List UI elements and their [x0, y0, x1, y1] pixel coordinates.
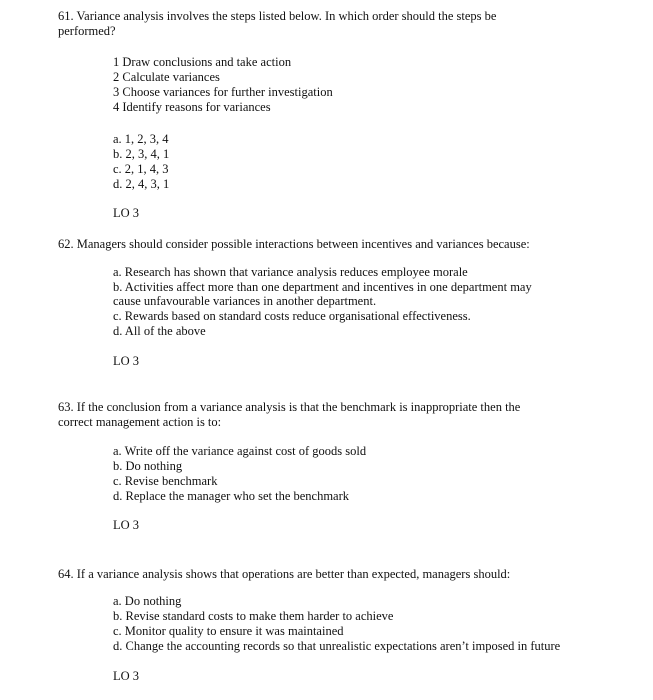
answer-option: d. Replace the manager who set the benchmark: [113, 489, 350, 503]
step-item: 2 Calculate variances: [113, 70, 220, 84]
answer-option: b. Activities affect more than one department and incentives in one department may: [113, 280, 532, 294]
question-text: 64. If a variance analysis shows that operations are better than expected, managers should:: [58, 567, 511, 581]
answer-option: c. Revise benchmark: [113, 474, 218, 488]
answer-option: d. 2, 4, 3, 1: [113, 177, 170, 191]
answer-option: d. Change the accounting records so that unrealistic expectations aren’t imposed in future: [113, 639, 561, 653]
answer-option: b. 2, 3, 4, 1: [113, 147, 170, 161]
question-text: 63. If the conclusion from a variance analysis is that the benchmark is inappropriate then the: [58, 400, 521, 414]
learning-objective: LO 3: [113, 206, 140, 220]
answer-option: a. Do nothing: [113, 594, 182, 608]
question-text: 62. Managers should consider possible interactions between incentives and variances because:: [58, 237, 530, 251]
answer-option: a. Research has shown that variance analysis reduces employee morale: [113, 265, 468, 279]
learning-objective: LO 3: [113, 518, 140, 532]
answer-option: b. Revise standard costs to make them harder to achieve: [113, 609, 394, 623]
question-text: correct management action is to:: [58, 415, 222, 429]
learning-objective: LO 3: [113, 669, 140, 683]
step-item: 4 Identify reasons for variances: [113, 100, 271, 114]
answer-option: b. Do nothing: [113, 459, 183, 473]
learning-objective: LO 3: [113, 354, 140, 368]
question-text: performed?: [58, 24, 116, 38]
answer-option: a. Write off the variance against cost of goods sold: [113, 444, 367, 458]
question-text: 61. Variance analysis involves the steps listed below. In which order should the steps be: [58, 9, 497, 23]
answer-option: c. Rewards based on standard costs reduce organisational effectiveness.: [113, 309, 471, 323]
answer-option: cause unfavourable variances in another department.: [113, 294, 377, 308]
answer-option: d. All of the above: [113, 324, 206, 338]
answer-option: a. 1, 2, 3, 4: [113, 132, 169, 146]
step-item: 1 Draw conclusions and take action: [113, 55, 292, 69]
step-item: 3 Choose variances for further investigation: [113, 85, 333, 99]
answer-option: c. 2, 1, 4, 3: [113, 162, 169, 176]
answer-option: c. Monitor quality to ensure it was maintained: [113, 624, 344, 638]
